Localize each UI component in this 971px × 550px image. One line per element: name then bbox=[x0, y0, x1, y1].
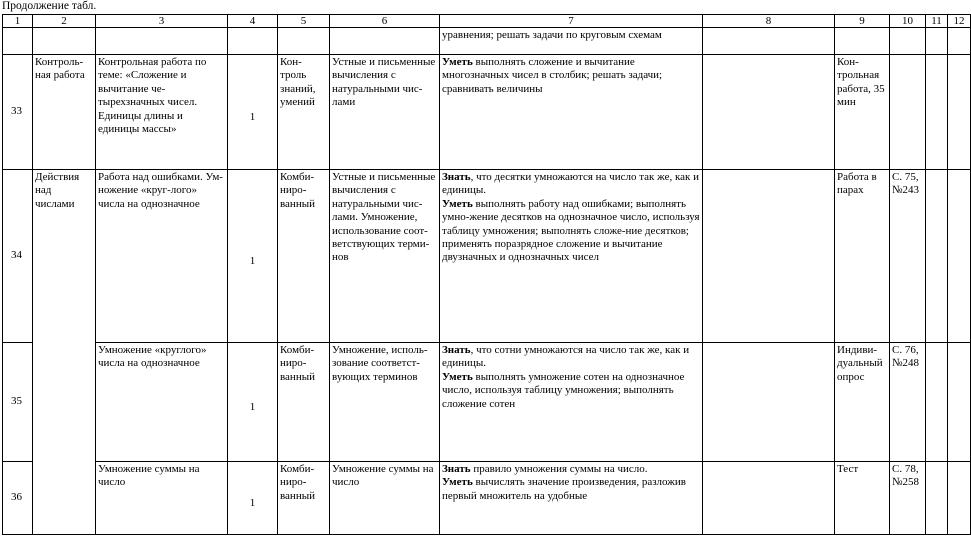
empty-col-12 bbox=[948, 170, 971, 343]
hours-count: 1 bbox=[249, 111, 256, 124]
lesson-number: 33 bbox=[3, 55, 33, 170]
column-header-11: 11 bbox=[926, 15, 948, 28]
continuation-cell-3 bbox=[96, 28, 228, 55]
continuation-cell-5 bbox=[278, 28, 330, 55]
table-row bbox=[3, 343, 971, 462]
lesson-type: Комби-ниро-ванный bbox=[278, 170, 330, 343]
hours-count: 1 bbox=[249, 255, 256, 268]
empty-col-8 bbox=[703, 55, 835, 170]
lesson-topic: Умножение «круглого» числа на однозначное bbox=[96, 343, 228, 462]
skills-keyword: Знать bbox=[442, 463, 471, 475]
skills-extra-text: вычислять значение произведения, разложив первый множитель на удобные bbox=[442, 476, 686, 502]
continuation-cell-8 bbox=[703, 28, 835, 55]
continuation-cell-4 bbox=[228, 28, 278, 55]
empty-col-11 bbox=[926, 343, 948, 462]
lesson-topic: Контрольная работа по теме: «Сложение и вычитание че-тырехзначных чисел. Единицы длины и единицы массы» bbox=[96, 55, 228, 170]
continuation-cell-9 bbox=[835, 28, 890, 55]
continuation-cell-10 bbox=[890, 28, 926, 55]
homework: С. 78, №258 bbox=[890, 462, 926, 535]
continuation-cell-7: уравнения; решать задачи по круговым схемам bbox=[440, 28, 703, 55]
skills-requirements bbox=[440, 170, 703, 343]
empty-col-12 bbox=[948, 55, 971, 170]
column-header-12: 12 bbox=[948, 15, 971, 28]
table-row bbox=[3, 462, 971, 535]
control-form: Тест bbox=[835, 462, 890, 535]
empty-col-11 bbox=[926, 462, 948, 535]
lesson-number: 36 bbox=[3, 462, 33, 535]
skills-requirements bbox=[440, 343, 703, 462]
control-form: Работа в парах bbox=[835, 170, 890, 343]
column-header-8: 8 bbox=[703, 15, 835, 28]
lesson-plan-table bbox=[2, 14, 971, 535]
empty-col-8 bbox=[703, 462, 835, 535]
continuation-cell-6 bbox=[330, 28, 440, 55]
empty-col-12 bbox=[948, 462, 971, 535]
section-name: Контроль-ная работа bbox=[33, 55, 96, 170]
skills-extra-text: выполнять умножение сотен на однозначное число, используя таблицу умножения; выполнять сложение сотен bbox=[442, 370, 685, 410]
column-header-5: 5 bbox=[278, 15, 330, 28]
lesson-number: 35 bbox=[3, 343, 33, 462]
column-header-9: 9 bbox=[835, 15, 890, 28]
hours-cell bbox=[228, 170, 278, 343]
skills-text: правило умножения суммы на число. bbox=[470, 463, 648, 475]
lesson-number: 34 bbox=[3, 170, 33, 343]
key-concepts: Умножение суммы на число bbox=[330, 462, 440, 535]
skills-extra-keyword: Уметь bbox=[442, 370, 473, 383]
skills-requirements bbox=[440, 55, 703, 170]
hours-count: 1 bbox=[249, 401, 256, 414]
column-header-7: 7 bbox=[440, 15, 703, 28]
section-name: Действия над числами bbox=[33, 170, 96, 535]
hours-cell bbox=[228, 343, 278, 462]
key-concepts: Устные и письменные вычисления с натуральными чис-лами bbox=[330, 55, 440, 170]
skills-text: выполнять сложение и вычитание многозначных чисел в столбик; решать задачи; сравнивать величины bbox=[442, 56, 663, 95]
column-header-2: 2 bbox=[33, 15, 96, 28]
lesson-type: Комби-ниро-ванный bbox=[278, 462, 330, 535]
continuation-cell-12 bbox=[948, 28, 971, 55]
skills-text: , что сотни умножаются на число так же, как и единицы. bbox=[442, 344, 690, 370]
hours-count: 1 bbox=[249, 497, 256, 510]
continuation-cell-11 bbox=[926, 28, 948, 55]
table-row bbox=[3, 170, 971, 343]
empty-col-11 bbox=[926, 55, 948, 170]
column-header-1: 1 bbox=[3, 15, 33, 28]
column-header-4: 4 bbox=[228, 15, 278, 28]
column-header-10: 10 bbox=[890, 15, 926, 28]
column-header-3: 3 bbox=[96, 15, 228, 28]
skills-requirements bbox=[440, 462, 703, 535]
skills-extra-keyword: Уметь bbox=[442, 197, 473, 210]
hours-cell bbox=[228, 55, 278, 170]
key-concepts: Умножение, исполь-зование соответст-вующих терминов bbox=[330, 343, 440, 462]
skills-keyword: Знать bbox=[442, 344, 471, 356]
skills-keyword: Уметь bbox=[442, 56, 473, 68]
skills-extra-text: выполнять работу над ошибками; выполнять умно-жение десятков на однозначное число, используя таблицу умножения; выполнять сложе-ние десятков; применять поразрядное сложение и вычитание двузначных и однозначных чисел bbox=[442, 197, 700, 264]
header-row bbox=[3, 15, 971, 28]
homework bbox=[890, 55, 926, 170]
homework: С. 76, №248 bbox=[890, 343, 926, 462]
continuation-cell-2 bbox=[33, 28, 96, 55]
lesson-type: Кон-троль знаний, умений bbox=[278, 55, 330, 170]
continuation-cell-1 bbox=[3, 28, 33, 55]
skills-keyword: Знать bbox=[442, 171, 471, 183]
empty-col-11 bbox=[926, 170, 948, 343]
hours-cell bbox=[228, 462, 278, 535]
column-header-6: 6 bbox=[330, 15, 440, 28]
key-concepts: Устные и письменные вычисления с натуральными чис-лами. Умножение, использование соот-ветствующих терми-нов bbox=[330, 170, 440, 343]
control-form: Индиви-дуальный опрос bbox=[835, 343, 890, 462]
lesson-type: Комби-ниро-ванный bbox=[278, 343, 330, 462]
table-row bbox=[3, 55, 971, 170]
control-form: Кон-трольная работа, 35 мин bbox=[835, 55, 890, 170]
continuation-row bbox=[3, 28, 971, 55]
homework: С. 75, №243 bbox=[890, 170, 926, 343]
empty-col-12 bbox=[948, 343, 971, 462]
lesson-topic: Умножение суммы на число bbox=[96, 462, 228, 535]
skills-extra-keyword: Уметь bbox=[442, 476, 473, 489]
skills-text: , что десятки умножаются на число так же, как и единицы. bbox=[442, 171, 699, 197]
table-caption: Продолжение табл. bbox=[2, 0, 97, 12]
empty-col-8 bbox=[703, 343, 835, 462]
empty-col-8 bbox=[703, 170, 835, 343]
lesson-topic: Работа над ошибками. Ум-ножение «круг-лого» числа на однозначное bbox=[96, 170, 228, 343]
